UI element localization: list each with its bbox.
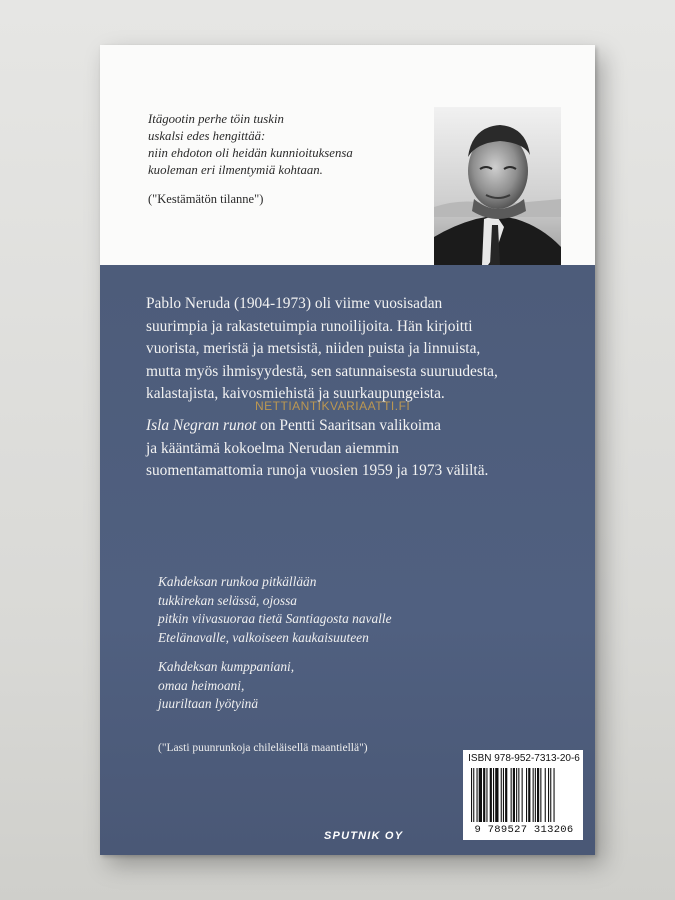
collection-line: ja kääntämä kokoelma Nerudan aiemmin <box>146 439 399 457</box>
epigraph-line: uskalsi edes hengittää: <box>148 129 266 143</box>
epigraph-line: kuoleman eri ilmentymiä kohtaan. <box>148 163 323 177</box>
epigraph-line: niin ehdoton oli heidän kunnioituksensa <box>148 146 353 160</box>
poem-stanza-1 <box>158 573 518 647</box>
poem-line: Kahdeksan runkoa pitkällään <box>158 574 317 589</box>
barcode-icon <box>469 768 577 824</box>
poem-line: Etelänavalle, valkoiseen kaukaisuuteen <box>158 629 369 645</box>
epigraph-source: ("Kestämätön tilanne") <box>148 192 264 206</box>
barcode-bars <box>471 768 555 822</box>
barcode-label <box>463 750 583 840</box>
collection-line-rest: on Pentti Saaritsan valikoima <box>256 417 441 434</box>
collection-line <box>146 415 566 438</box>
isbn-text: ISBN 978-952-7313-20-6 <box>468 753 580 764</box>
poem-line: juuriltaan lyötyinä <box>158 696 259 711</box>
portrait-image <box>434 107 561 265</box>
poem-line: pitkin viivasuoraa tietä Santiagosta navalle <box>158 611 392 626</box>
poem-source: ("Lasti puunrunkoja chileläisellä maantiellä") <box>158 742 368 754</box>
bio-line: vuorista, meristä ja metsistä, niiden puista ja linnuista, <box>146 340 481 357</box>
cover-top-panel <box>100 45 595 265</box>
poem-stanza-2 <box>158 658 518 714</box>
bio-line: Pablo Neruda (1904-1973) oli viime vuosisadan <box>146 295 443 312</box>
bio-line: mutta myös ihmisyydestä, sen satunnaisesta suuruudesta, <box>146 362 498 380</box>
watermark: NETTIANTIKVARIAATTI.FI <box>255 399 411 413</box>
barcode-digits: 9 789527 313206 <box>474 824 574 836</box>
poem-line: omaa heimoani, <box>158 677 245 693</box>
book-title: Isla Negran runot <box>146 417 257 434</box>
author-portrait-photo <box>434 107 561 265</box>
bio-line: kalastajista, kaivosmiehistä ja suurkaupungeista. <box>146 385 445 402</box>
epigraph <box>148 111 428 179</box>
poem-line: tukkirekan selässä, ojossa <box>158 592 297 608</box>
publisher-logo: SPUTNIK OY <box>324 830 404 842</box>
author-bio <box>146 293 566 406</box>
poem-line: Kahdeksan kumppaniani, <box>158 659 295 674</box>
book-back-cover <box>100 45 595 855</box>
bio-line: suurimpia ja rakastetuimpia runoilijoita. Hän kirjoitti <box>146 317 473 335</box>
collection-line: suomentamattomia runoja vuosien 1959 ja 1973 väliltä. <box>146 462 489 479</box>
epigraph-line: Itägootin perhe töin tuskin <box>148 112 284 126</box>
collection-description <box>146 415 566 483</box>
